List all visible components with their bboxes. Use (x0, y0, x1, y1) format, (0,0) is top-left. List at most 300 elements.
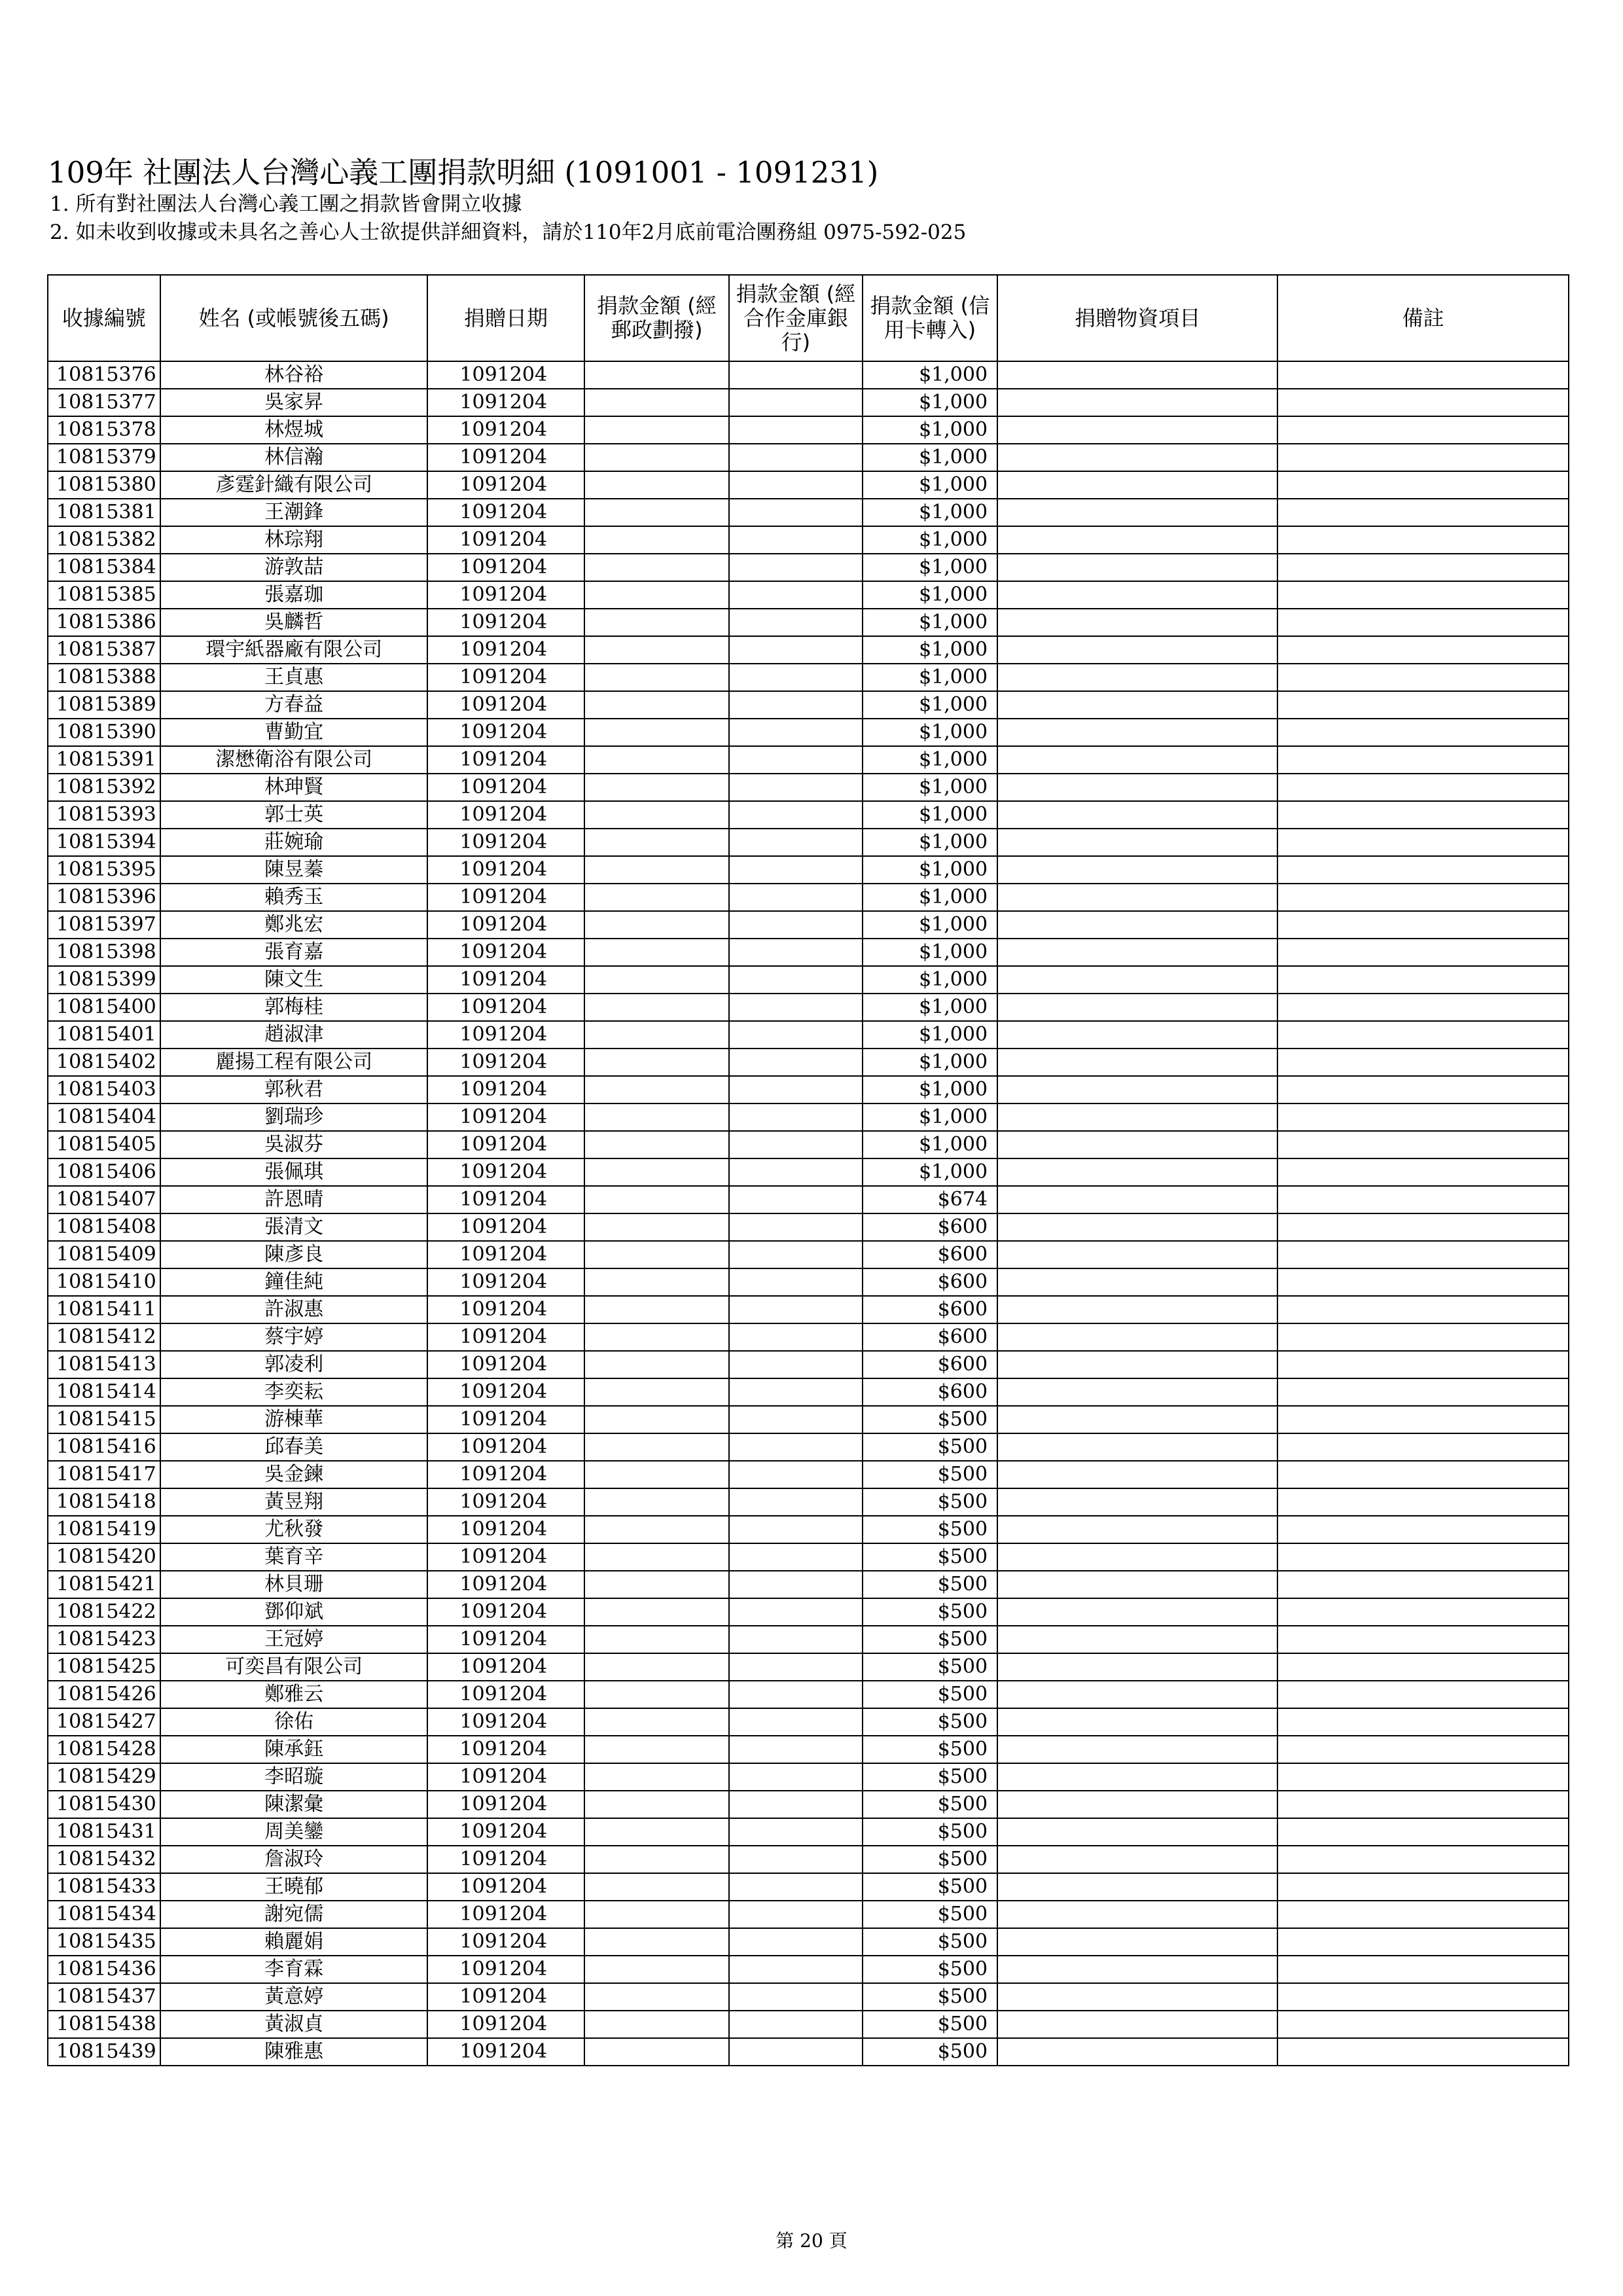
amount-postal-cell (584, 1626, 730, 1653)
amount-credit-cell: $1,000 (863, 471, 998, 499)
amount-credit-cell: $500 (863, 1626, 998, 1653)
donation-date-cell: 1091204 (427, 1653, 584, 1681)
donation-date-cell: 1091204 (427, 774, 584, 801)
remarks-cell (1277, 2011, 1569, 2038)
donor-name-cell: 郭凌利 (160, 1351, 428, 1378)
remarks-cell (1277, 1406, 1569, 1433)
amount-bank-cell (729, 1049, 862, 1076)
amount-bank-cell (729, 1846, 862, 1873)
table-row (48, 966, 1569, 994)
donor-name-cell: 吳家昇 (160, 389, 428, 416)
receipt-number-cell: 10815434 (48, 1901, 160, 1928)
receipt-number-cell: 10815380 (48, 471, 160, 499)
amount-bank-cell (729, 1351, 862, 1378)
amount-bank-cell (729, 1103, 862, 1131)
donor-name-cell: 徐佑 (160, 1708, 428, 1736)
amount-postal-cell (584, 719, 730, 746)
donated-goods-cell (997, 801, 1277, 829)
amount-credit-cell: $1,000 (863, 911, 998, 939)
donor-name-cell: 麗揚工程有限公司 (160, 1049, 428, 1076)
remarks-cell (1277, 1873, 1569, 1901)
amount-bank-cell (729, 1516, 862, 1543)
amount-credit-cell: $1,000 (863, 361, 998, 389)
donor-name-cell: 賴秀玉 (160, 884, 428, 911)
amount-credit-cell: $1,000 (863, 829, 998, 856)
amount-bank-cell (729, 499, 862, 526)
amount-credit-cell: $600 (863, 1268, 998, 1296)
table-row (48, 471, 1569, 499)
amount-credit-cell: $1,000 (863, 609, 998, 636)
donor-name-cell: 吳金鍊 (160, 1461, 428, 1488)
table-row (48, 884, 1569, 911)
amount-credit-cell: $500 (863, 1681, 998, 1708)
amount-postal-cell (584, 499, 730, 526)
remarks-cell (1277, 499, 1569, 526)
receipt-number-cell: 10815396 (48, 884, 160, 911)
remarks-cell (1277, 1901, 1569, 1928)
donor-name-cell: 黃淑貞 (160, 2011, 428, 2038)
donated-goods-cell (997, 1296, 1277, 1323)
amount-postal-cell (584, 1406, 730, 1433)
donated-goods-cell (997, 471, 1277, 499)
donation-date-cell: 1091204 (427, 526, 584, 554)
donation-date-cell: 1091204 (427, 636, 584, 664)
remarks-cell (1277, 1791, 1569, 1818)
amount-bank-cell (729, 829, 862, 856)
donation-date-cell: 1091204 (427, 554, 584, 581)
amount-bank-cell (729, 1598, 862, 1626)
amount-postal-cell (584, 609, 730, 636)
donated-goods-cell (997, 1378, 1277, 1406)
donated-goods-cell (997, 774, 1277, 801)
donation-date-cell: 1091204 (427, 1131, 584, 1158)
donor-name-cell: 許恩晴 (160, 1186, 428, 1213)
receipt-number-cell: 10815402 (48, 1049, 160, 1076)
donated-goods-cell (997, 1736, 1277, 1763)
table-row (48, 1076, 1569, 1103)
amount-postal-cell (584, 444, 730, 471)
receipt-number-cell: 10815386 (48, 609, 160, 636)
receipt-number-cell: 10815437 (48, 1983, 160, 2011)
receipt-number-cell: 10815385 (48, 581, 160, 609)
amount-credit-cell: $1,000 (863, 1076, 998, 1103)
receipt-number-cell: 10815381 (48, 499, 160, 526)
amount-credit-cell: $1,000 (863, 1049, 998, 1076)
amount-bank-cell (729, 1928, 862, 1956)
amount-postal-cell (584, 1323, 730, 1351)
remarks-cell (1277, 829, 1569, 856)
amount-credit-cell: $500 (863, 1763, 998, 1791)
col-header-postal: 捐款金額 (經郵政劃撥) (584, 275, 730, 361)
table-row (48, 1928, 1569, 1956)
amount-postal-cell (584, 526, 730, 554)
amount-postal-cell (584, 1763, 730, 1791)
remarks-cell (1277, 664, 1569, 691)
donated-goods-cell (997, 746, 1277, 774)
amount-bank-cell (729, 1626, 862, 1653)
receipt-number-cell: 10815406 (48, 1158, 160, 1186)
donor-name-cell: 葉育辛 (160, 1543, 428, 1571)
donated-goods-cell (997, 1076, 1277, 1103)
amount-credit-cell: $1,000 (863, 664, 998, 691)
donated-goods-cell (997, 554, 1277, 581)
remarks-cell (1277, 1736, 1569, 1763)
donor-name-cell: 王曉郁 (160, 1873, 428, 1901)
donor-name-cell: 鐘佳純 (160, 1268, 428, 1296)
donation-date-cell: 1091204 (427, 361, 584, 389)
donor-name-cell: 詹淑玲 (160, 1846, 428, 1873)
donation-date-cell: 1091204 (427, 1983, 584, 2011)
amount-postal-cell (584, 554, 730, 581)
table-row (48, 636, 1569, 664)
table-row (48, 361, 1569, 389)
donor-name-cell: 蔡宇婷 (160, 1323, 428, 1351)
table-row (48, 1186, 1569, 1213)
receipt-number-cell: 10815436 (48, 1956, 160, 1983)
donation-date-cell: 1091204 (427, 1241, 584, 1268)
donated-goods-cell (997, 581, 1277, 609)
donation-date-cell: 1091204 (427, 444, 584, 471)
amount-credit-cell: $500 (863, 1406, 998, 1433)
amount-credit-cell: $1,000 (863, 774, 998, 801)
remarks-cell (1277, 966, 1569, 994)
remarks-cell (1277, 581, 1569, 609)
donor-name-cell: 尤秋發 (160, 1516, 428, 1543)
table-row (48, 1983, 1569, 2011)
amount-credit-cell: $1,000 (863, 1158, 998, 1186)
amount-bank-cell (729, 609, 862, 636)
col-header-name: 姓名 (或帳號後五碼) (160, 275, 428, 361)
amount-postal-cell (584, 1516, 730, 1543)
amount-bank-cell (729, 1323, 862, 1351)
donor-name-cell: 郭秋君 (160, 1076, 428, 1103)
donated-goods-cell (997, 1956, 1277, 1983)
remarks-cell (1277, 746, 1569, 774)
amount-bank-cell (729, 1296, 862, 1323)
receipt-number-cell: 10815427 (48, 1708, 160, 1736)
donor-name-cell: 王潮鋒 (160, 499, 428, 526)
remarks-cell (1277, 444, 1569, 471)
table-row (48, 526, 1569, 554)
amount-bank-cell (729, 1433, 862, 1461)
donated-goods-cell (997, 966, 1277, 994)
receipt-number-cell: 10815392 (48, 774, 160, 801)
page-number: 第 20 頁 (776, 2230, 847, 2251)
amount-credit-cell: $500 (863, 1956, 998, 1983)
amount-bank-cell (729, 2011, 862, 2038)
donation-date-cell: 1091204 (427, 1598, 584, 1626)
receipt-number-cell: 10815390 (48, 719, 160, 746)
table-row (48, 1626, 1569, 1653)
remarks-cell (1277, 1956, 1569, 1983)
remarks-cell (1277, 884, 1569, 911)
remarks-cell (1277, 994, 1569, 1021)
amount-postal-cell (584, 829, 730, 856)
table-row (48, 719, 1569, 746)
donated-goods-cell (997, 1433, 1277, 1461)
donated-goods-cell (997, 1653, 1277, 1681)
amount-postal-cell (584, 1708, 730, 1736)
amount-bank-cell (729, 1213, 862, 1241)
donation-date-cell: 1091204 (427, 966, 584, 994)
receipt-number-cell: 10815376 (48, 361, 160, 389)
amount-postal-cell (584, 856, 730, 884)
table-row (48, 1268, 1569, 1296)
col-header-receipt: 收據編號 (48, 275, 160, 361)
col-header-credit: 捐款金額 (信用卡轉入) (863, 275, 998, 361)
donated-goods-cell (997, 1516, 1277, 1543)
donated-goods-cell (997, 1791, 1277, 1818)
receipt-number-cell: 10815431 (48, 1818, 160, 1846)
receipt-number-cell: 10815412 (48, 1323, 160, 1351)
table-row (48, 581, 1569, 609)
amount-credit-cell: $500 (863, 1873, 998, 1901)
receipt-number-cell: 10815400 (48, 994, 160, 1021)
table-row (48, 664, 1569, 691)
remarks-cell (1277, 1516, 1569, 1543)
remarks-cell (1277, 1571, 1569, 1598)
amount-postal-cell (584, 801, 730, 829)
remarks-cell (1277, 526, 1569, 554)
donor-name-cell: 陳彥良 (160, 1241, 428, 1268)
receipt-number-cell: 10815419 (48, 1516, 160, 1543)
amount-postal-cell (584, 1268, 730, 1296)
amount-postal-cell (584, 1241, 730, 1268)
table-row (48, 1406, 1569, 1433)
amount-bank-cell (729, 361, 862, 389)
amount-bank-cell (729, 1763, 862, 1791)
amount-postal-cell (584, 1461, 730, 1488)
donor-name-cell: 黃昱翔 (160, 1488, 428, 1516)
amount-postal-cell (584, 691, 730, 719)
donated-goods-cell (997, 829, 1277, 856)
amount-credit-cell: $1,000 (863, 581, 998, 609)
amount-credit-cell: $1,000 (863, 746, 998, 774)
donation-date-cell: 1091204 (427, 1021, 584, 1049)
receipt-number-cell: 10815423 (48, 1626, 160, 1653)
donated-goods-cell (997, 856, 1277, 884)
table-row (48, 939, 1569, 966)
amount-bank-cell (729, 1461, 862, 1488)
donation-date-cell: 1091204 (427, 994, 584, 1021)
note-contact: 2. 如未收到收據或未具名之善心人士欲提供詳細資料，請於110年2月底前電洽團務組 0975-592-025 (50, 221, 967, 244)
amount-bank-cell (729, 1131, 862, 1158)
donation-date-cell: 1091204 (427, 1378, 584, 1406)
remarks-cell (1277, 719, 1569, 746)
receipt-number-cell: 10815382 (48, 526, 160, 554)
remarks-cell (1277, 939, 1569, 966)
amount-credit-cell: $1,000 (863, 691, 998, 719)
table-row (48, 1433, 1569, 1461)
donated-goods-cell (997, 1323, 1277, 1351)
table-row (48, 1378, 1569, 1406)
amount-bank-cell (729, 1571, 862, 1598)
amount-postal-cell (584, 636, 730, 664)
amount-postal-cell (584, 1846, 730, 1873)
amount-credit-cell: $500 (863, 1736, 998, 1763)
table-row (48, 1543, 1569, 1571)
donation-date-cell: 1091204 (427, 1846, 584, 1873)
donation-date-cell: 1091204 (427, 1213, 584, 1241)
table-row (48, 609, 1569, 636)
donation-date-cell: 1091204 (427, 1049, 584, 1076)
remarks-cell (1277, 1983, 1569, 2011)
receipt-number-cell: 10815435 (48, 1928, 160, 1956)
donation-date-cell: 1091204 (427, 1461, 584, 1488)
donor-name-cell: 李奕耘 (160, 1378, 428, 1406)
amount-postal-cell (584, 471, 730, 499)
note-receipt: 1. 所有對社團法人台灣心義工團之捐款皆會開立收據 (50, 192, 522, 216)
amount-credit-cell: $500 (863, 1653, 998, 1681)
donation-date-cell: 1091204 (427, 1351, 584, 1378)
donor-name-cell: 陳承鈺 (160, 1736, 428, 1763)
amount-credit-cell: $500 (863, 1598, 998, 1626)
remarks-cell (1277, 389, 1569, 416)
donor-name-cell: 黃意婷 (160, 1983, 428, 2011)
col-header-bank: 捐款金額 (經合作金庫銀行) (729, 275, 862, 361)
donor-name-cell: 林貝珊 (160, 1571, 428, 1598)
receipt-number-cell: 10815411 (48, 1296, 160, 1323)
receipt-number-cell: 10815413 (48, 1351, 160, 1378)
donated-goods-cell (997, 1983, 1277, 2011)
amount-credit-cell: $1,000 (863, 856, 998, 884)
amount-bank-cell (729, 444, 862, 471)
donation-date-cell: 1091204 (427, 2011, 584, 2038)
table-row (48, 1653, 1569, 1681)
receipt-number-cell: 10815379 (48, 444, 160, 471)
table-row (48, 1351, 1569, 1378)
receipt-number-cell: 10815416 (48, 1433, 160, 1461)
donated-goods-cell (997, 1901, 1277, 1928)
donor-name-cell: 賴麗娟 (160, 1928, 428, 1956)
donor-name-cell: 陳昱蓁 (160, 856, 428, 884)
donated-goods-cell (997, 1763, 1277, 1791)
donor-name-cell: 謝宛儒 (160, 1901, 428, 1928)
donation-date-cell: 1091204 (427, 1296, 584, 1323)
donation-date-cell: 1091204 (427, 746, 584, 774)
amount-postal-cell (584, 1488, 730, 1516)
table-row (48, 1791, 1569, 1818)
amount-credit-cell: $1,000 (863, 416, 998, 444)
amount-bank-cell (729, 581, 862, 609)
receipt-number-cell: 10815429 (48, 1763, 160, 1791)
donor-name-cell: 可奕昌有限公司 (160, 1653, 428, 1681)
receipt-number-cell: 10815432 (48, 1846, 160, 1873)
amount-bank-cell (729, 966, 862, 994)
remarks-cell (1277, 1049, 1569, 1076)
donor-name-cell: 許淑惠 (160, 1296, 428, 1323)
receipt-number-cell: 10815405 (48, 1131, 160, 1158)
donor-name-cell: 林煜城 (160, 416, 428, 444)
amount-bank-cell (729, 2038, 862, 2066)
donation-date-cell: 1091204 (427, 1323, 584, 1351)
donation-date-cell: 1091204 (427, 2038, 584, 2066)
remarks-cell (1277, 1378, 1569, 1406)
amount-credit-cell: $1,000 (863, 389, 998, 416)
remarks-cell (1277, 691, 1569, 719)
amount-postal-cell (584, 966, 730, 994)
donated-goods-cell (997, 2011, 1277, 2038)
amount-bank-cell (729, 1076, 862, 1103)
donor-name-cell: 曹勤宜 (160, 719, 428, 746)
donation-date-cell: 1091204 (427, 1681, 584, 1708)
amount-postal-cell (584, 1598, 730, 1626)
receipt-number-cell: 10815417 (48, 1461, 160, 1488)
donated-goods-cell (997, 1021, 1277, 1049)
amount-postal-cell (584, 1956, 730, 1983)
amount-credit-cell: $500 (863, 1928, 998, 1956)
donation-date-cell: 1091204 (427, 471, 584, 499)
amount-credit-cell: $600 (863, 1213, 998, 1241)
donated-goods-cell (997, 1213, 1277, 1241)
amount-bank-cell (729, 471, 862, 499)
donated-goods-cell (997, 939, 1277, 966)
donor-name-cell: 林信瀚 (160, 444, 428, 471)
remarks-cell (1277, 1241, 1569, 1268)
donated-goods-cell (997, 609, 1277, 636)
receipt-number-cell: 10815384 (48, 554, 160, 581)
receipt-number-cell: 10815409 (48, 1241, 160, 1268)
amount-credit-cell: $1,000 (863, 554, 998, 581)
remarks-cell (1277, 1268, 1569, 1296)
table-row (48, 1818, 1569, 1846)
receipt-number-cell: 10815403 (48, 1076, 160, 1103)
receipt-number-cell: 10815422 (48, 1598, 160, 1626)
amount-postal-cell (584, 1901, 730, 1928)
donation-date-cell: 1091204 (427, 719, 584, 746)
remarks-cell (1277, 1461, 1569, 1488)
donated-goods-cell (997, 499, 1277, 526)
table-row (48, 1021, 1569, 1049)
amount-credit-cell: $600 (863, 1296, 998, 1323)
amount-credit-cell: $500 (863, 1516, 998, 1543)
amount-bank-cell (729, 1268, 862, 1296)
remarks-cell (1277, 1846, 1569, 1873)
amount-postal-cell (584, 1928, 730, 1956)
donor-name-cell: 李育霖 (160, 1956, 428, 1983)
amount-postal-cell (584, 1818, 730, 1846)
amount-credit-cell: $1,000 (863, 966, 998, 994)
table-row (48, 554, 1569, 581)
table-row (48, 1213, 1569, 1241)
receipt-number-cell: 10815393 (48, 801, 160, 829)
amount-bank-cell (729, 416, 862, 444)
donation-date-cell: 1091204 (427, 801, 584, 829)
table-row (48, 994, 1569, 1021)
amount-credit-cell: $500 (863, 1983, 998, 2011)
amount-postal-cell (584, 884, 730, 911)
donation-date-cell: 1091204 (427, 1186, 584, 1213)
amount-bank-cell (729, 774, 862, 801)
receipt-number-cell: 10815394 (48, 829, 160, 856)
table-row (48, 1323, 1569, 1351)
receipt-number-cell: 10815428 (48, 1736, 160, 1763)
amount-credit-cell: $600 (863, 1241, 998, 1268)
amount-credit-cell: $1,000 (863, 719, 998, 746)
amount-postal-cell (584, 1213, 730, 1241)
donated-goods-cell (997, 1598, 1277, 1626)
amount-bank-cell (729, 1873, 862, 1901)
amount-credit-cell: $500 (863, 1571, 998, 1598)
amount-credit-cell: $500 (863, 1488, 998, 1516)
amount-postal-cell (584, 581, 730, 609)
amount-credit-cell: $500 (863, 1461, 998, 1488)
receipt-number-cell: 10815389 (48, 691, 160, 719)
donation-date-cell: 1091204 (427, 1928, 584, 1956)
amount-credit-cell: $1,000 (863, 636, 998, 664)
donation-date-cell: 1091204 (427, 416, 584, 444)
col-header-goods: 捐贈物資項目 (997, 275, 1277, 361)
